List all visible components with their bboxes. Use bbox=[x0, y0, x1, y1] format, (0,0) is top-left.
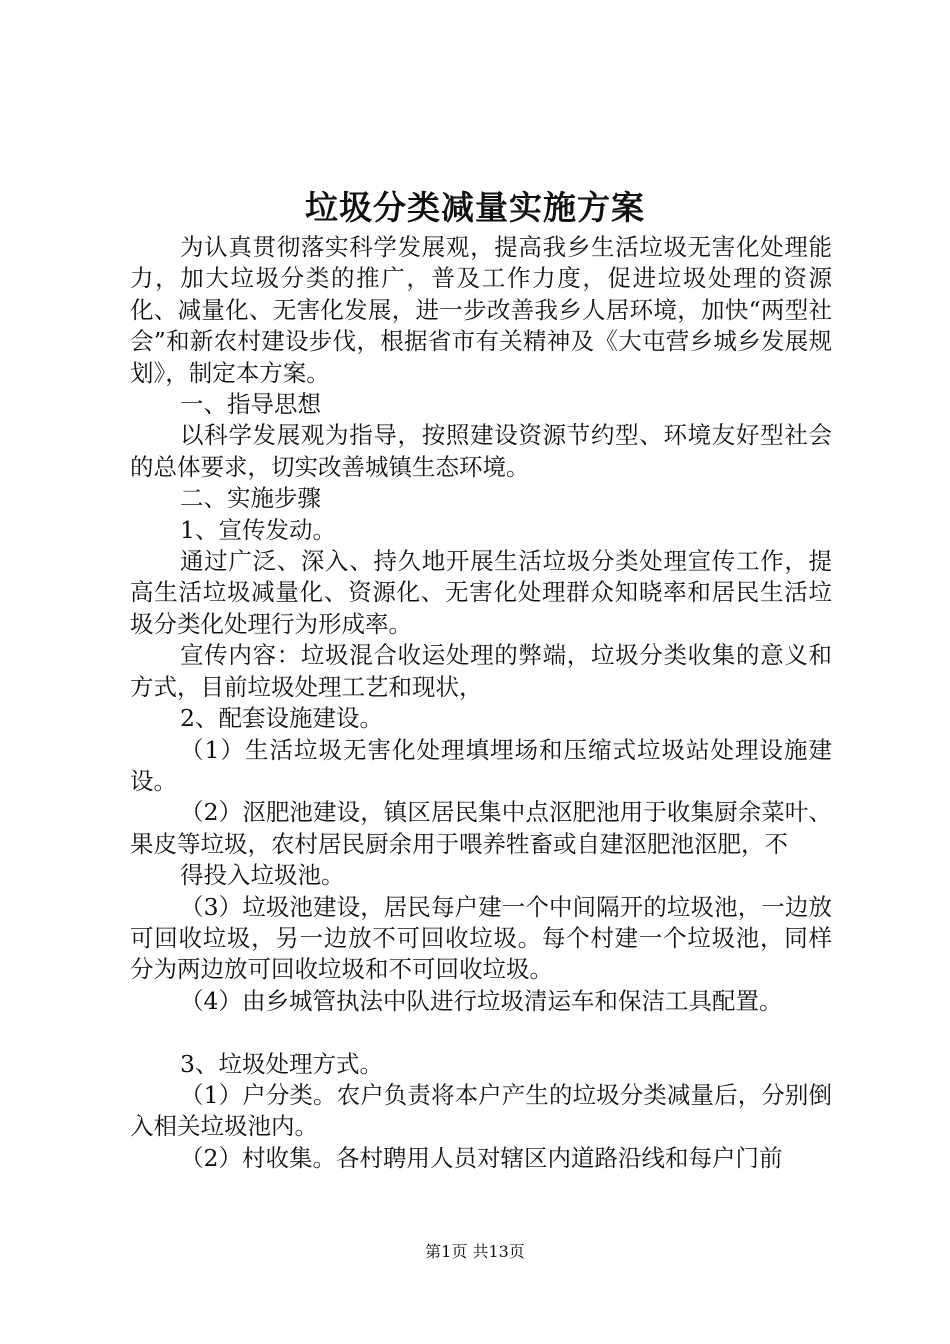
paragraph-method-2: （2）村收集。各村聘用人员对辖区内道路沿线和每户门前 bbox=[180, 1143, 783, 1172]
heading-guiding-ideology: 一、指导思想 bbox=[180, 390, 321, 419]
paragraph-guiding-ideology: 以科学发展观为指导，按照建设资源节约型、环境友好型社会的总体要求，切实改善城镇生态环境。 bbox=[130, 421, 832, 481]
document-title: 垃圾分类减量实施方案 bbox=[305, 188, 645, 227]
paragraph-publicity-content: 宣传内容：垃圾混合收运处理的弊端，垃圾分类收集的意义和方式，目前垃圾处理工艺和现状， bbox=[130, 641, 832, 701]
page-number-footer: 第1页 共13页 bbox=[425, 1242, 525, 1261]
paragraph-facility-2: （2）沤肥池建设，镇区居民集中点沤肥池用于收集厨余菜叶、果皮等垃圾，农村居民厨余用于喂养牲畜或自建沤肥池沤肥，不 bbox=[130, 798, 832, 858]
blank-line bbox=[130, 1017, 832, 1048]
subheading-publicity: 1、宣传发动。 bbox=[180, 515, 336, 544]
paragraph-facility-4: （4）由乡城管执法中队进行垃圾清运车和保洁工具配置。 bbox=[180, 986, 783, 1015]
paragraph-facility-2-continued: 得投入垃圾池。 bbox=[180, 861, 345, 890]
heading-implementation-steps: 二、实施步骤 bbox=[180, 484, 321, 513]
paragraph-publicity: 通过广泛、深入、持久地开展生活垃圾分类处理宣传工作，提高生活垃圾减量化、资源化、无害化处理群众知晓率和居民生活垃圾分类化处理行为形成率。 bbox=[130, 547, 832, 638]
subheading-facilities: 2、配套设施建设。 bbox=[180, 704, 383, 733]
paragraph-intro: 为认真贯彻落实科学发展观，提高我乡生活垃圾无害化处理能力，加大垃圾分类的推广，普及工作力度，促进垃圾处理的资源化、减量化、无害化发展，进一步改善我乡人居环境，加快“两型社会”和新农村建设步伐，根据省市有关精神及《大屯营乡城乡发展规划》，制定本方案。 bbox=[130, 233, 832, 387]
paragraph-facility-1: （1）生活垃圾无害化处理填埋场和压缩式垃圾站处理设施建设。 bbox=[130, 735, 832, 795]
subheading-processing-method: 3、垃圾处理方式。 bbox=[180, 1049, 383, 1078]
paragraph-method-1: （1）户分类。农户负责将本户产生的垃圾分类减量后，分别倒入相关垃圾池内。 bbox=[130, 1080, 832, 1141]
document-body bbox=[130, 232, 832, 1174]
paragraph-facility-3: （3）垃圾池建设，居民每户建一个中间隔开的垃圾池，一边放可回收垃圾，另一边放不可回收垃圾。每个村建一个垃圾池，同样分为两边放可回收垃圾和不可回收垃圾。 bbox=[130, 892, 832, 984]
